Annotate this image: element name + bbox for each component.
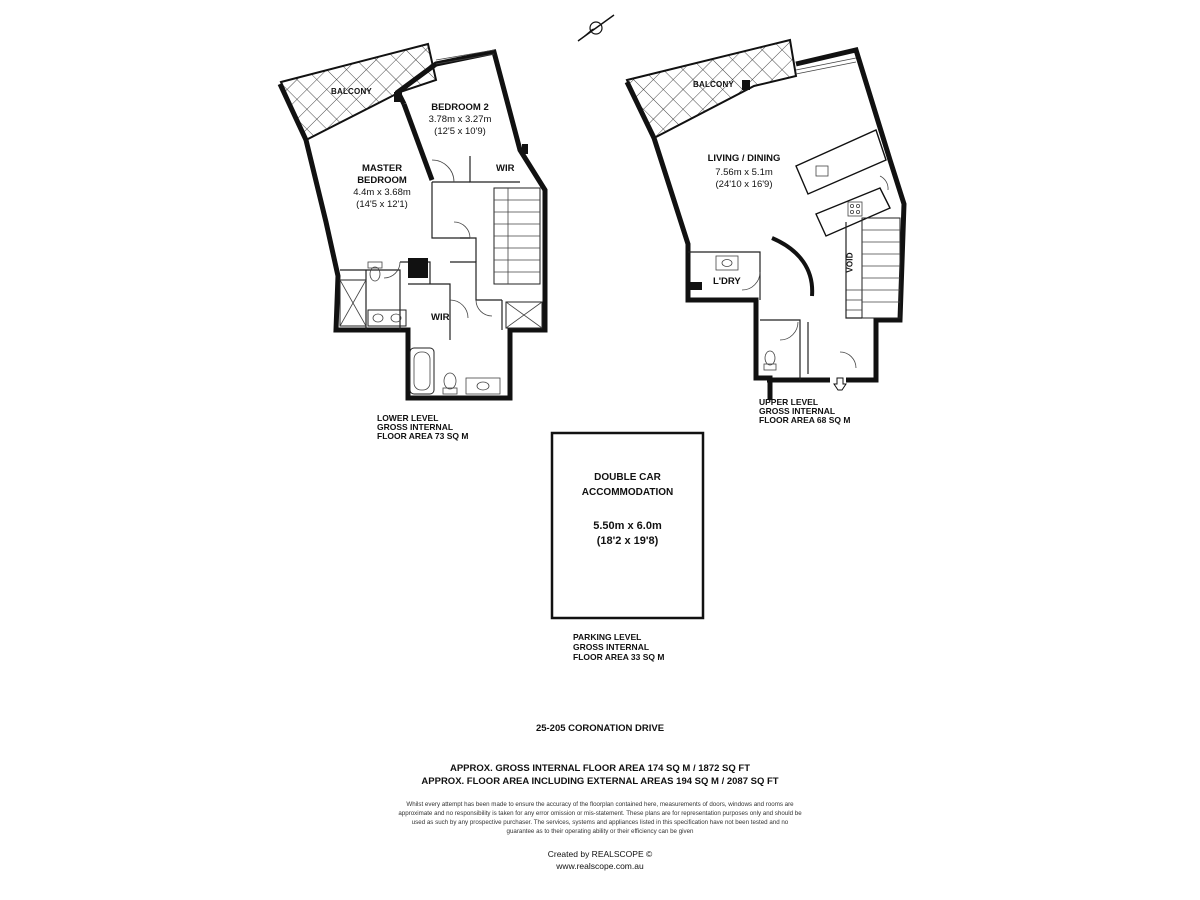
realscope-url: www.realscope.com.au (556, 861, 644, 871)
disclaimer-line-2: approximate and no responsibility is taken for any error omission or mis-statement. These plans are for representation purposes only and should be (398, 810, 802, 817)
parking-title-line1: DOUBLE CAR (594, 472, 661, 483)
wir-bottom-label: WIR (431, 312, 450, 323)
bedroom2-name: BEDROOM 2 (431, 102, 489, 113)
lower-level-caption-2: GROSS INTERNAL (377, 422, 454, 432)
lower-stairs (494, 188, 540, 284)
bathroom-shower (506, 302, 542, 328)
upper-level-caption-2: GROSS INTERNAL (759, 406, 836, 416)
living-dining-metric: 7.56m x 5.1m (715, 167, 773, 178)
area-total-external: APPROX. FLOOR AREA INCLUDING EXTERNAL AREAS 194 SQ M / 2087 SQ FT (421, 776, 779, 787)
laundry-label: L'DRY (713, 276, 741, 287)
living-dining-imperial: (24'10 x 16'9) (715, 179, 773, 190)
parking-imperial: (18'2 x 19'8) (596, 535, 659, 547)
lower-balcony-label: BALCONY (331, 87, 372, 96)
living-dining-name: LIVING / DINING (707, 153, 781, 164)
master-bedroom-metric: 4.4m x 3.68m (353, 187, 411, 198)
master-ensuite-shower (340, 280, 366, 326)
upper-level-caption-3: FLOOR AREA 68 SQ M (759, 415, 851, 425)
upper-balcony-label: BALCONY (693, 80, 734, 89)
disclaimer-line-4: guarantee as to their operating ability or their efficiency can be given (506, 828, 694, 835)
disclaimer-line-3: used as such by any prospective purchaser. The services, systems and appliances listed in this specification have not been tested and no (411, 819, 789, 826)
parking-title-line2: ACCOMMODATION (581, 487, 674, 498)
kitchen-island (796, 130, 886, 194)
bathroom-basin (466, 378, 500, 394)
master-bedroom-name-line1: MASTER (361, 163, 403, 174)
parking-metric: 5.50m x 6.0m (593, 520, 662, 532)
bedroom2-metric: 3.78m x 3.27m (428, 114, 492, 125)
bedroom2-imperial: (12'5 x 10'9) (434, 126, 486, 137)
void-label: VOID (845, 252, 855, 273)
powder-room-toilet (764, 351, 776, 370)
master-bedroom-name-line2: BEDROOM (357, 175, 407, 186)
disclaimer-line-1: Whilst every attempt has been made to ensure the accuracy of the floorplan contained here, measurements of doors, windows and rooms are (406, 801, 794, 808)
kitchen-bench (816, 188, 890, 236)
property-address: 25-205 CORONATION DRIVE (535, 723, 665, 734)
area-total-internal: APPROX. GROSS INTERNAL FLOOR AREA 174 SQ M / 1872 SQ FT (449, 763, 750, 774)
created-by-credit: Created by REALSCOPE © (547, 849, 653, 859)
lower-level-plan (280, 44, 545, 398)
lower-level-caption-1: LOWER LEVEL (377, 413, 439, 423)
lower-level-caption-3: FLOOR AREA 73 SQ M (377, 431, 469, 441)
upper-level-caption-1: UPPER LEVEL (759, 397, 819, 407)
parking-level-caption-1: PARKING LEVEL (573, 632, 642, 642)
entry-arrow-icon (834, 378, 846, 390)
compass-icon (578, 15, 614, 41)
master-bedroom-imperial: (14'5 x 12'1) (356, 199, 408, 210)
upper-level-plan (627, 40, 904, 400)
master-ensuite-toilet (368, 262, 382, 281)
wir-top-label: WIR (496, 163, 515, 174)
bathroom-bath (410, 348, 434, 394)
upper-balcony-area (627, 40, 796, 138)
bathroom-toilet (443, 373, 457, 394)
parking-level-caption-2: GROSS INTERNAL (573, 642, 650, 652)
parking-level-caption-3: FLOOR AREA 33 SQ M (573, 652, 665, 662)
